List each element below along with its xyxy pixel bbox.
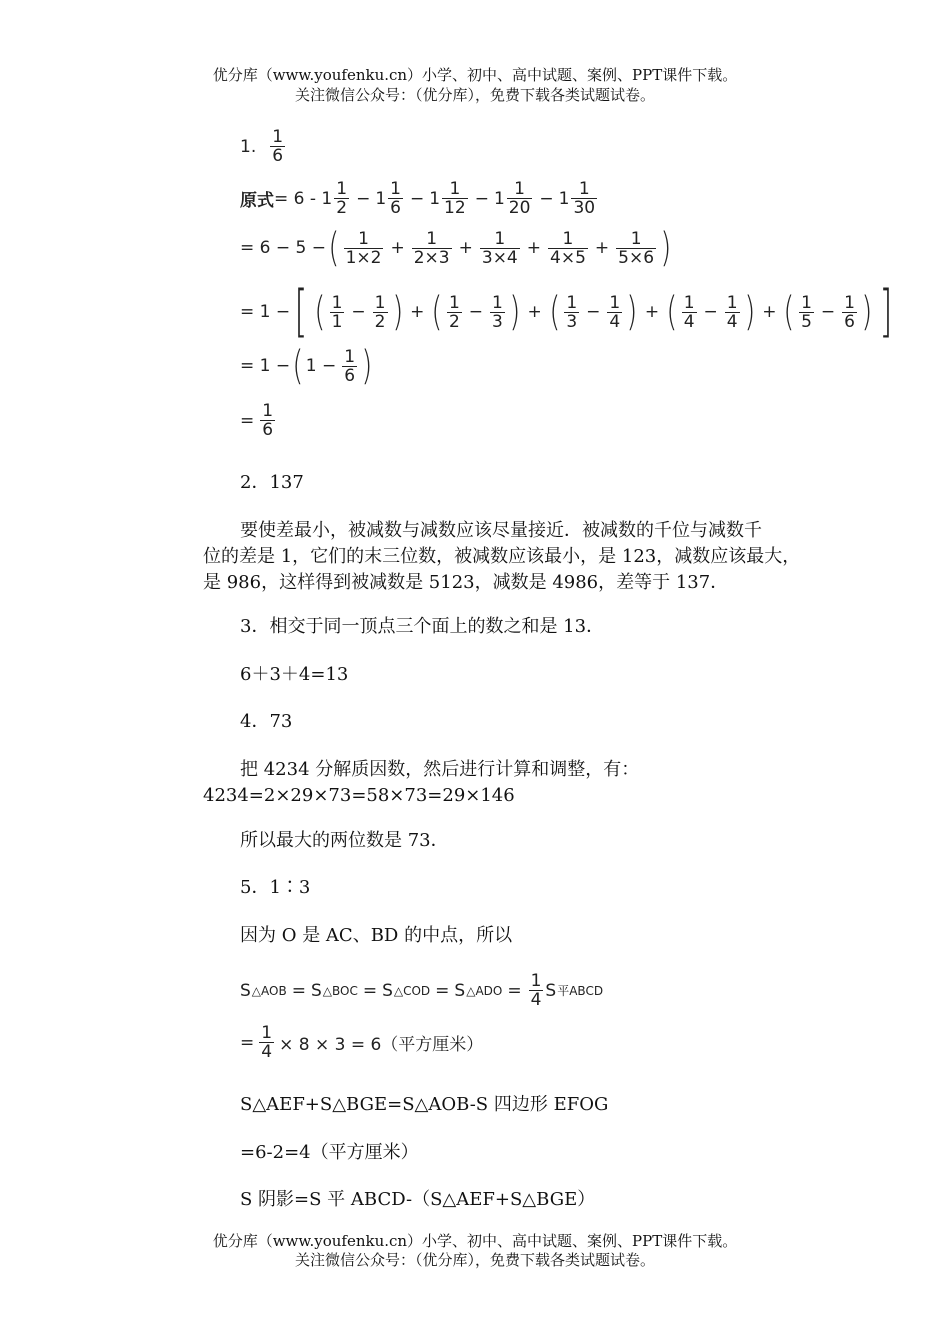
- q5-sub-last: 平ABCD: [557, 984, 604, 998]
- q1-line4-num: 1: [344, 346, 356, 367]
- q1-mixed-4: [571, 180, 597, 217]
- q1-line4: [240, 343, 375, 389]
- open-paren: (: [431, 289, 443, 335]
- q1-line4-start: = 1 −: [240, 356, 291, 376]
- q4-para-line2: 4234=2×29×73=58×73=29×146: [203, 785, 515, 806]
- q1-mixed-3-whole: 1: [493, 188, 505, 209]
- minus-sign: −: [820, 302, 836, 322]
- page-header-line2: 关注微信公众号：（优分库），免费下载各类试题试卷。: [294, 86, 655, 104]
- q1-l3-f2b-num: 1: [609, 292, 621, 313]
- q1-mixed-2-den: 12: [444, 198, 466, 218]
- open-paren: (: [666, 289, 678, 335]
- q5-label: 5．1∶3: [240, 877, 311, 898]
- q1-mixed-3-num: 1: [507, 180, 533, 199]
- q2-para-line2: 位的差是 1，它们的末三位数，被减数应该最小，是 123，减数应该最大，: [203, 546, 801, 567]
- q1-mixed-2-num: 1: [442, 180, 468, 199]
- q5-quarter: [529, 972, 544, 1009]
- q1-l3-f4b-den: 6: [844, 311, 855, 332]
- q3-calc: 6＋3＋4=13: [240, 664, 349, 685]
- q4-para-line1: 把 4234 分解质因数，然后进行计算和调整，有：: [240, 759, 640, 780]
- q1-line2-frac-1-num: 1: [412, 230, 452, 249]
- q1-line2-frac-4-den: 5×6: [618, 247, 655, 268]
- q2-para-line1: 要使差最小，被减数与减数应该尽量接近．被减数的千位与减数千: [240, 520, 762, 541]
- q1-line2-frac-2-num: 1: [480, 230, 520, 249]
- q1-l3-f4b: [842, 294, 857, 331]
- q1-line2-frac-0: [344, 230, 384, 267]
- q1-line1-minus-3: −: [474, 188, 489, 209]
- minus-sign: −: [703, 302, 718, 322]
- q1-line2-frac-4: [616, 230, 656, 267]
- plus-sign: +: [594, 238, 610, 258]
- q1-line1-minus-2: −: [409, 188, 425, 209]
- q1-line2-frac-3-den: 4×5: [550, 247, 586, 268]
- q5-line2-rest: × 8 × 3 = 6（平方厘米）: [279, 1035, 484, 1055]
- q1-line2-frac-1-den: 2×3: [413, 247, 450, 268]
- q1-line1: [240, 180, 599, 217]
- q5-reason: 因为 O 是 AC、BD 的中点，所以: [240, 925, 513, 946]
- q1-line5-fraction: [260, 402, 275, 439]
- equals-sign: =: [291, 980, 306, 1001]
- q1-l3-f0b-num: 1: [374, 292, 386, 313]
- q1-l3-f1a: [447, 294, 462, 331]
- plus-sign: +: [527, 302, 542, 322]
- q5-s-3: S: [454, 980, 466, 1001]
- q1-l3-f0b-den: 2: [374, 311, 386, 332]
- q5-s-2: S: [382, 980, 393, 1001]
- q1-l3-f1a-den: 2: [448, 311, 460, 332]
- q1-line2-start: = 6 − 5 −: [240, 238, 326, 258]
- q1-l3-f2b-den: 4: [609, 311, 621, 332]
- q5-sub-3: △ADO: [466, 983, 503, 998]
- q1-line5-den: 6: [262, 420, 274, 440]
- q5-s-1: S: [310, 980, 322, 1001]
- q5-quarter-num: 1: [530, 971, 542, 991]
- q1-mixed-1: [388, 180, 403, 217]
- q1-label: 1.: [240, 136, 257, 157]
- q1-line1-start: = 6 -: [274, 188, 322, 209]
- close-paren: ): [626, 289, 638, 335]
- minus-sign: −: [351, 302, 366, 322]
- plus-sign: +: [390, 238, 405, 258]
- q5-line2: [240, 1024, 483, 1061]
- q1-line4-fraction: [342, 348, 357, 385]
- q1-line2-frac-4-num: 1: [616, 230, 656, 249]
- q1-mixed-3: [507, 180, 533, 217]
- plus-sign: +: [410, 302, 425, 322]
- q1-mixed-3-den: 20: [508, 198, 531, 218]
- plus-sign: +: [458, 238, 473, 258]
- q1-l3-f1a-num: 1: [448, 292, 460, 313]
- equals-sign: =: [362, 980, 378, 1001]
- q1-l3-f4a: [799, 294, 814, 331]
- q1-line2-frac-2-den: 3×4: [481, 247, 518, 268]
- plus-sign: +: [762, 302, 777, 322]
- open-paren: (: [314, 289, 326, 335]
- q2-para-line3: 是 986，这样得到被减数是 5123，减数是 4986，差等于 137．: [203, 572, 729, 593]
- q1-answer-num: 1: [272, 127, 284, 147]
- q3-label: 3．相交于同一顶点三个面上的数之和是 13．: [240, 616, 605, 637]
- q1-l3-f3a: [682, 294, 697, 331]
- open-paren: (: [292, 343, 304, 389]
- q1-answer-den: 6: [272, 146, 284, 166]
- q5-line2-quarter: [259, 1024, 274, 1061]
- q1-line2-frac-3-num: 1: [548, 230, 588, 249]
- q1-mixed-0-num: 1: [336, 179, 348, 199]
- q1-mixed-1-num: 1: [390, 179, 401, 199]
- q1-line3: [240, 279, 896, 344]
- equals-sign: =: [507, 980, 522, 1001]
- q1-mixed-1-whole: 1: [375, 188, 387, 209]
- q1-line3-start: = 1 −: [240, 302, 291, 322]
- open-paren: (: [328, 225, 340, 271]
- q1-l3-f0a-den: 1: [331, 311, 343, 332]
- plus-sign: +: [526, 238, 542, 258]
- q1-l3-f3a-num: 1: [683, 292, 695, 313]
- q1-l3-f0b: [373, 294, 388, 331]
- page-header-line1: 优分库（www.youfenku.cn）小学、初中、高中试题、案例、PPT课件下载。: [212, 66, 738, 84]
- q1-l3-f3a-den: 4: [683, 311, 695, 332]
- q5-sub-1: △BOC: [322, 983, 358, 998]
- q1-l3-f2a-den: 3: [566, 311, 578, 332]
- q1-answer: [240, 128, 287, 165]
- q1-l3-f1b-num: 1: [492, 292, 503, 313]
- close-paren: ): [743, 289, 755, 335]
- q1-mixed-1-den: 6: [390, 198, 401, 218]
- close-paren: ): [391, 289, 403, 335]
- q5-line4: =6-2=4（平方厘米）: [240, 1142, 419, 1163]
- page-footer-line1: 优分库（www.youfenku.cn）小学、初中、高中试题、案例、PPT课件下载。: [212, 1232, 738, 1250]
- q1-line2: [240, 225, 674, 271]
- q1-line2-frac-0-den: 1×2: [345, 247, 382, 268]
- q1-l3-f3b: [725, 294, 740, 331]
- q1-line2-frac-3: [548, 230, 588, 267]
- q1-line1-minus-4: −: [539, 188, 554, 209]
- q1-l3-f3b-den: 4: [726, 311, 738, 332]
- q2-label: 2．137: [240, 472, 304, 493]
- q5-line2-quarter-den: 4: [261, 1042, 273, 1062]
- close-paren: ): [861, 289, 873, 335]
- q5-quarter-den: 4: [530, 990, 542, 1010]
- q1-line2-frac-2: [480, 230, 520, 267]
- q5-sub-0: △AOB: [251, 983, 287, 998]
- q1-line2-frac-0-num: 1: [344, 230, 384, 249]
- q1-mixed-2-whole: 1: [429, 188, 441, 209]
- q5-s-0: S: [240, 980, 251, 1001]
- q1-l3-f4b-num: 1: [844, 292, 855, 313]
- q1-mixed-4-den: 30: [573, 198, 596, 218]
- q5-sub-2: △COD: [393, 983, 431, 998]
- q1-l3-f2b: [607, 294, 622, 331]
- minus-sign: −: [468, 302, 484, 322]
- q1-mixed-0-den: 2: [336, 198, 348, 218]
- close-paren: ): [660, 225, 672, 271]
- close-paren: ): [509, 289, 521, 335]
- q4-conclusion: 所以最大的两位数是 73．: [240, 830, 449, 851]
- q5-line2-start: =: [240, 1032, 255, 1053]
- q1-line5: [240, 402, 277, 439]
- q1-line2-frac-1: [412, 230, 452, 267]
- q1-l3-f3b-num: 1: [726, 292, 738, 313]
- q1-line4-den: 6: [344, 365, 356, 386]
- q1-mixed-2: [442, 180, 468, 217]
- q1-mixed-4-num: 1: [571, 180, 597, 199]
- q1-line1-minus-1: −: [356, 188, 371, 209]
- q5-line1: [240, 972, 603, 1009]
- open-paren: (: [549, 289, 561, 335]
- page-footer-line2: 关注微信公众号：（优分库），免费下载各类试题试卷。: [294, 1251, 655, 1269]
- q1-mixed-0: [334, 180, 349, 217]
- minus-sign: −: [586, 302, 601, 322]
- open-bracket: [: [294, 279, 308, 344]
- q1-line5-start: =: [240, 410, 255, 431]
- q5-line5: S 阴影=S 平 ABCD-（S△AEF+S△BGE）: [240, 1189, 596, 1210]
- q1-line5-num: 1: [262, 401, 274, 421]
- q4-label: 4．73: [240, 711, 293, 732]
- open-paren: (: [783, 289, 795, 335]
- plus-sign: +: [644, 302, 660, 322]
- q5-s-4: S: [545, 980, 557, 1001]
- q1-mixed-4-whole: 1: [558, 188, 570, 209]
- q1-line1-prefix: 原式: [240, 191, 274, 211]
- q1-line4-one: 1 −: [305, 356, 337, 376]
- q1-l3-f2a-num: 1: [566, 292, 578, 313]
- q5-line2-quarter-num: 1: [261, 1023, 273, 1043]
- q1-l3-f1b-den: 3: [492, 311, 503, 332]
- close-bracket: ]: [878, 279, 893, 344]
- q5-line3: S△AEF+S△BGE=S△AOB-S 四边形 EFOG: [240, 1094, 609, 1115]
- q1-answer-fraction: [270, 128, 285, 165]
- q1-mixed-0-whole: 1: [321, 188, 333, 209]
- q1-l3-f0a-num: 1: [331, 292, 343, 313]
- q1-l3-f4a-den: 5: [801, 311, 812, 332]
- q1-l3-f2a: [564, 294, 579, 331]
- close-paren: ): [361, 343, 373, 389]
- equals-sign: =: [435, 980, 450, 1001]
- q1-l3-f1b: [490, 294, 505, 331]
- q1-l3-f0a: [330, 294, 345, 331]
- q1-l3-f4a-num: 1: [801, 292, 812, 313]
